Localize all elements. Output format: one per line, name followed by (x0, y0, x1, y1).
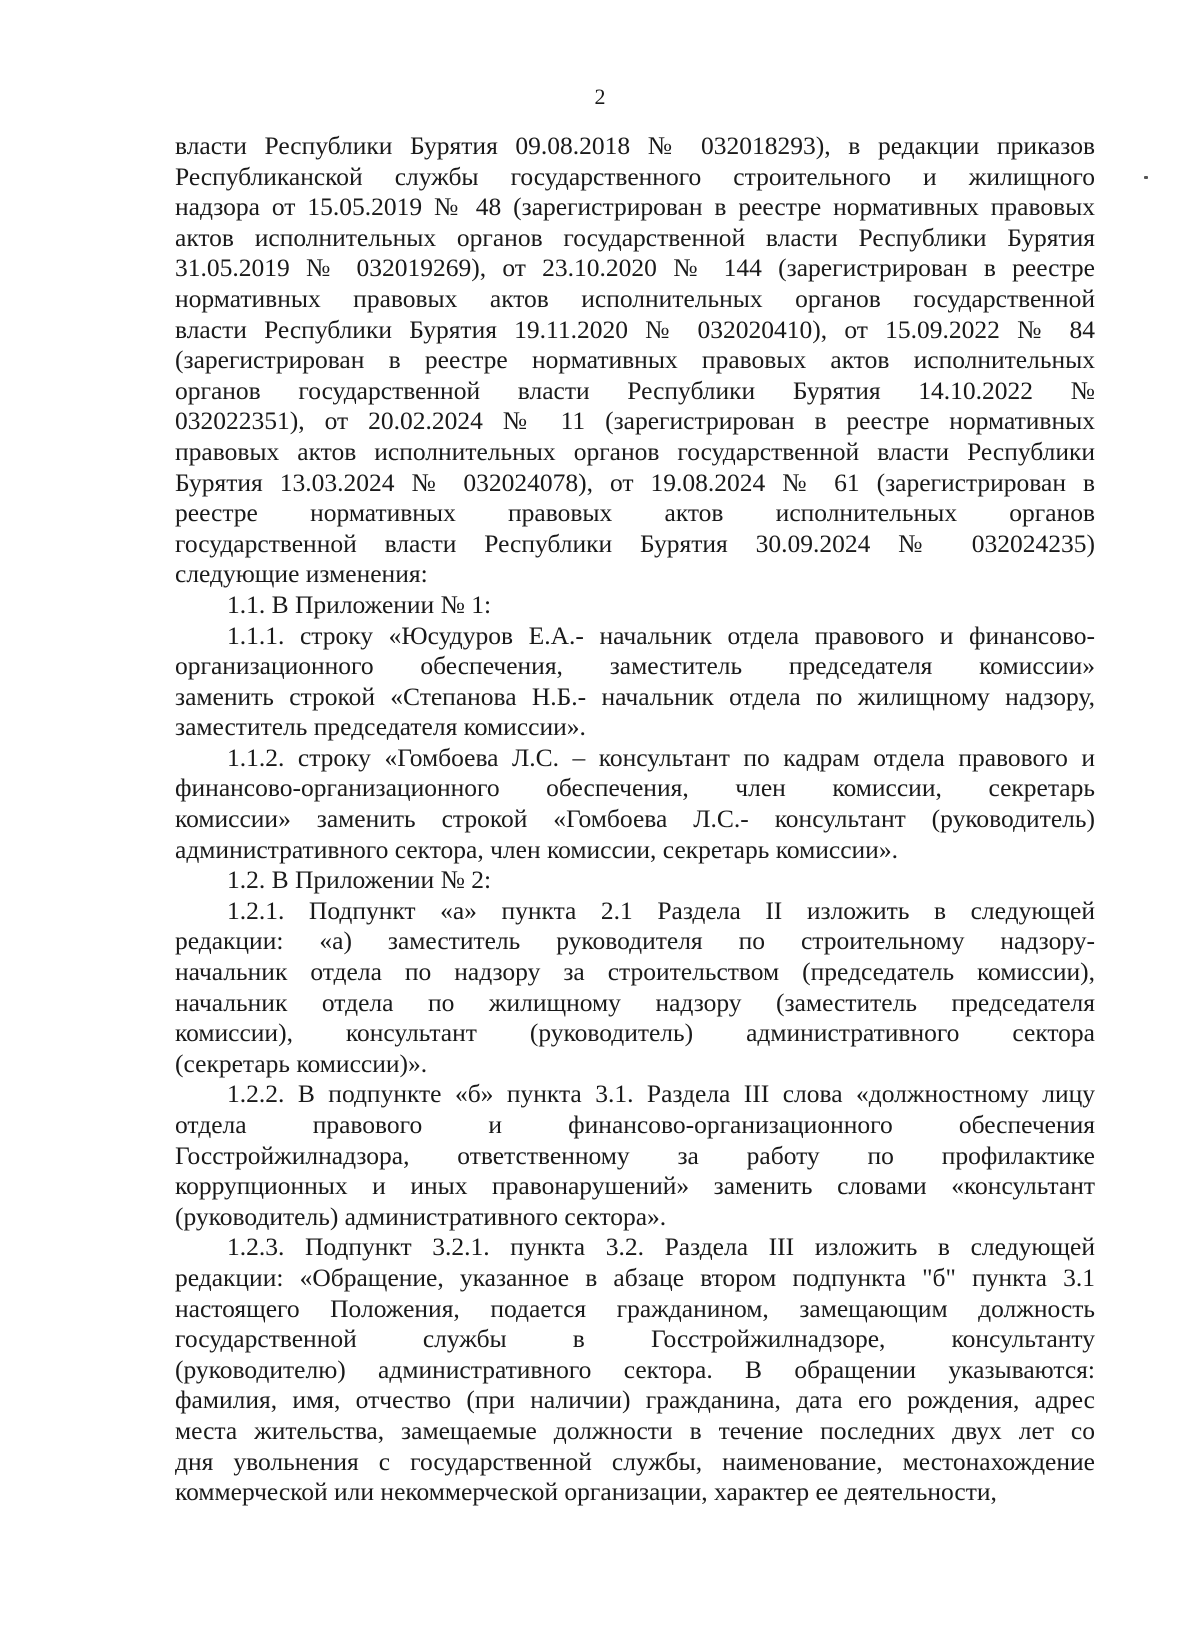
text-line: 1.1.1. строку «Юсудуров Е.А.- начальник отдела правового и финансово- (227, 620, 1095, 650)
text-line: органов государственной власти Республики Бурятия 14.10.2022 № (175, 375, 1095, 405)
text-line: настоящего Положения, подается гражданином, замещающим должность (175, 1293, 1095, 1323)
text-line: организационного обеспечения, заместитель председателя комиссии» (175, 651, 1095, 681)
text-line: государственной службы в Госстройжилнадзоре, консультанту (175, 1324, 1095, 1354)
page-number: 2 (594, 84, 606, 109)
text-line: редакции: «Обращение, указанное в абзаце втором подпункта "б" пункта 3.1 (175, 1262, 1095, 1292)
text-line: Республиканской службы государственного строительного и жилищного (175, 161, 1095, 191)
text-line: (руководителю) административного сектора. В обращении указываются: (175, 1354, 1095, 1384)
text-line: актов исполнительных органов государственной власти Республики Бурятия (175, 222, 1095, 252)
text-line: административного сектора, член комиссии, секретарь комиссии». (175, 834, 898, 864)
text-line: (руководитель) административного сектора». (175, 1201, 667, 1231)
text-line: Бурятия 13.03.2024 № 032024078), от 19.08.2024 № 61 (зарегистрирован в (175, 467, 1095, 497)
text-line: места жительства, замещаемые должности в течение последних двух лет со (175, 1415, 1095, 1445)
text-line: 1.2.3. Подпункт 3.2.1. пункта 3.2. Раздела III изложить в следующей (227, 1232, 1095, 1262)
text-line: (зарегистрирован в реестре нормативных правовых актов исполнительных (175, 345, 1095, 375)
text-line: отдела правового и финансово-организационного обеспечения (175, 1110, 1095, 1139)
text-line: (секретарь комиссии)». (175, 1048, 428, 1078)
text-line: 1.1. В Приложении № 1: (227, 589, 492, 619)
text-line: 1.1.2. строку «Гомбоева Л.С. – консультант по кадрам отдела правового и (227, 742, 1095, 772)
text-line: государственной власти Республики Бурятия 30.09.2024 № 032024235) (175, 528, 1095, 558)
text-line: правовых актов исполнительных органов государственной власти Республики (175, 436, 1095, 466)
scan-speck (1144, 176, 1148, 179)
text-line: заменить строкой «Степанова Н.Б.- начальник отдела по жилищному надзору, (175, 681, 1095, 711)
paragraph (175, 1232, 1095, 1507)
text-line: редакции: «а) заместитель руководителя по строительному надзору- (175, 926, 1095, 956)
text-line: дня увольнения с государственной службы, наименование, местонахождение (175, 1446, 1095, 1476)
paragraph (175, 1079, 1095, 1232)
text-line: коррупционных и иных правонарушений» заменить словами «консультант (175, 1171, 1095, 1201)
paragraph (175, 621, 1095, 743)
text-line: комиссии), консультант (руководитель) административного сектора (175, 1018, 1095, 1048)
paragraph (175, 865, 1095, 896)
text-line: власти Республики Бурятия 09.08.2018 № 032018293), в редакции приказов (175, 131, 1095, 160)
text-line: надзора от 15.05.2019 № 48 (зарегистрирован в реестре нормативных правовых (175, 192, 1095, 222)
text-line: нормативных правовых актов исполнительных органов государственной (175, 283, 1095, 313)
paragraph (175, 131, 1095, 590)
text-line: 1.2.2. В подпункте «б» пункта 3.1. Раздела III слова «должностному лицу (227, 1079, 1095, 1109)
text-line: следующие изменения: (175, 559, 428, 589)
text-line: финансово-организационного обеспечения, член комиссии, секретарь (175, 773, 1095, 803)
text-line: Госстройжилнадзора, ответственному за работу по профилактике (175, 1140, 1095, 1170)
text-line: начальник отдела по жилищному надзору (заместитель председателя (175, 987, 1095, 1017)
text-line: комиссии» заменить строкой «Гомбоева Л.С.- консультант (руководитель) (175, 804, 1095, 834)
paragraph (175, 590, 1095, 621)
text-line: 31.05.2019 № 032019269), от 23.10.2020 № 144 (зарегистрирован в реестре (175, 253, 1095, 283)
document-body (175, 131, 1095, 1508)
text-line: 1.2. В Приложении № 2: (227, 865, 492, 895)
paragraph (175, 896, 1095, 1080)
text-line: фамилия, имя, отчество (при наличии) гражданина, дата его рождения, адрес (175, 1385, 1095, 1415)
paragraph (175, 743, 1095, 865)
text-line: реестре нормативных правовых актов исполнительных органов (175, 498, 1095, 528)
text-line: начальник отдела по надзору за строительством (председатель комиссии), (175, 957, 1095, 987)
text-line: заместитель председателя комиссии». (175, 712, 586, 742)
text-line: власти Республики Бурятия 19.11.2020 № 032020410), от 15.09.2022 № 84 (175, 314, 1095, 344)
text-line: 032022351), от 20.02.2024 № 11 (зарегистрирован в реестре нормативных (175, 406, 1095, 436)
text-line: 1.2.1. Подпункт «а» пункта 2.1 Раздела II изложить в следующей (227, 895, 1095, 925)
text-line: коммерческой или некоммерческой организации, характер ее деятельности, (175, 1477, 997, 1507)
